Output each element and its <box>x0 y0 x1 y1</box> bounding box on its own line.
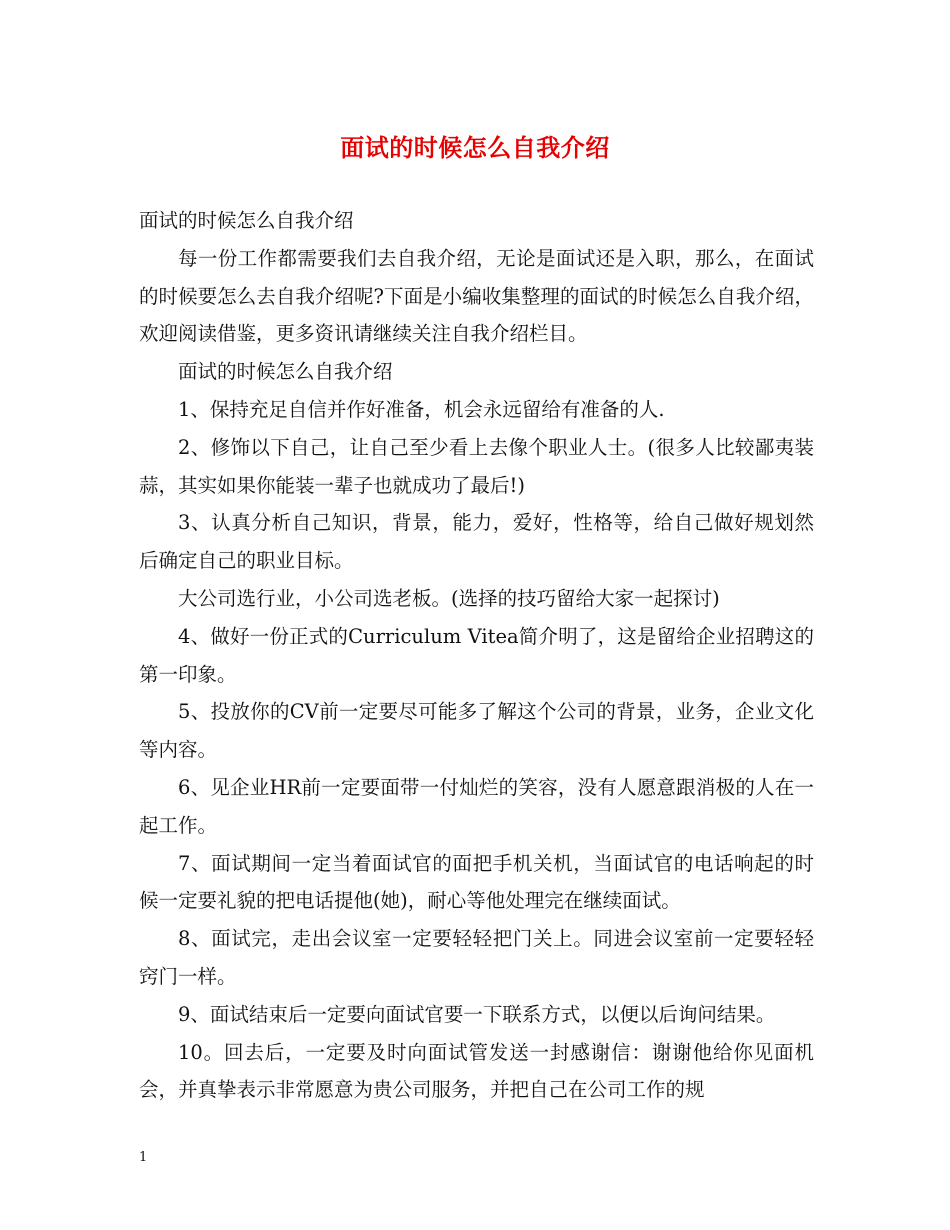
paragraph-intro: 每一份工作都需要我们去自我介绍，无论是面试还是入职，那么，在面试的时候要怎么去自我介绍呢?下面是小编收集整理的面试的时候怎么自我介绍，欢迎阅读借鉴，更多资讯请继续关注自我介绍栏目。 <box>139 246 814 346</box>
paragraph-item-7: 7、面试期间一定当着面试官的面把手机关机，当面试官的电话响起的时候一定要礼貌的把电话提他(她)，耐心等他处理完在继续面试。 <box>139 851 814 913</box>
paragraph-item-3: 3、认真分析自己知识，背景，能力，爱好，性格等，给自己做好规划然后确定自己的职业目标。 <box>139 511 814 573</box>
document-body <box>139 202 814 1109</box>
paragraph-item-6: 6、见企业HR前一定要面带一付灿烂的笑容，没有人愿意跟消极的人在一起工作。 <box>139 775 814 837</box>
paragraph-subheading: 面试的时候怎么自我介绍 <box>178 360 393 384</box>
paragraph-item-9: 9、面试结束后一定要向面试官要一下联系方式，以便以后询问结果。 <box>178 1002 776 1026</box>
document-title: 面试的时候怎么自我介绍 <box>340 133 610 162</box>
paragraph-item-1: 1、保持充足自信并作好准备，机会永远留给有准备的人. <box>178 397 665 421</box>
paragraph-heading: 面试的时候怎么自我介绍 <box>139 209 354 232</box>
paragraph-item-5: 5、投放你的CV前一定要尽可能多了解这个公司的背景，业务，企业文化等内容。 <box>139 700 814 762</box>
paragraph-note: 大公司选行业，小公司选老板。(选择的技巧留给大家一起探讨) <box>178 586 720 610</box>
paragraph-item-4: 4、做好一份正式的Curriculum Vitea简介明了，这是留给企业招聘这的第一印象。 <box>139 624 814 686</box>
paragraph-item-8: 8、面试完，走出会议室一定要轻轻把门关上。同进会议室前一定要轻轻窍门一样。 <box>139 927 814 988</box>
page-number: 1 <box>139 1150 148 1165</box>
paragraph-item-10: 10。回去后，一定要及时向面试管发送一封感谢信：谢谢他给你见面机会，并真挚表示非常愿意为贵公司服务，并把自己在公司工作的规 <box>139 1040 814 1102</box>
paragraph-item-2: 2、修饰以下自己，让自己至少看上去像个职业人士。(很多人比较鄙夷装蒜，其实如果你能装一辈子也就成功了最后!) <box>139 435 814 497</box>
